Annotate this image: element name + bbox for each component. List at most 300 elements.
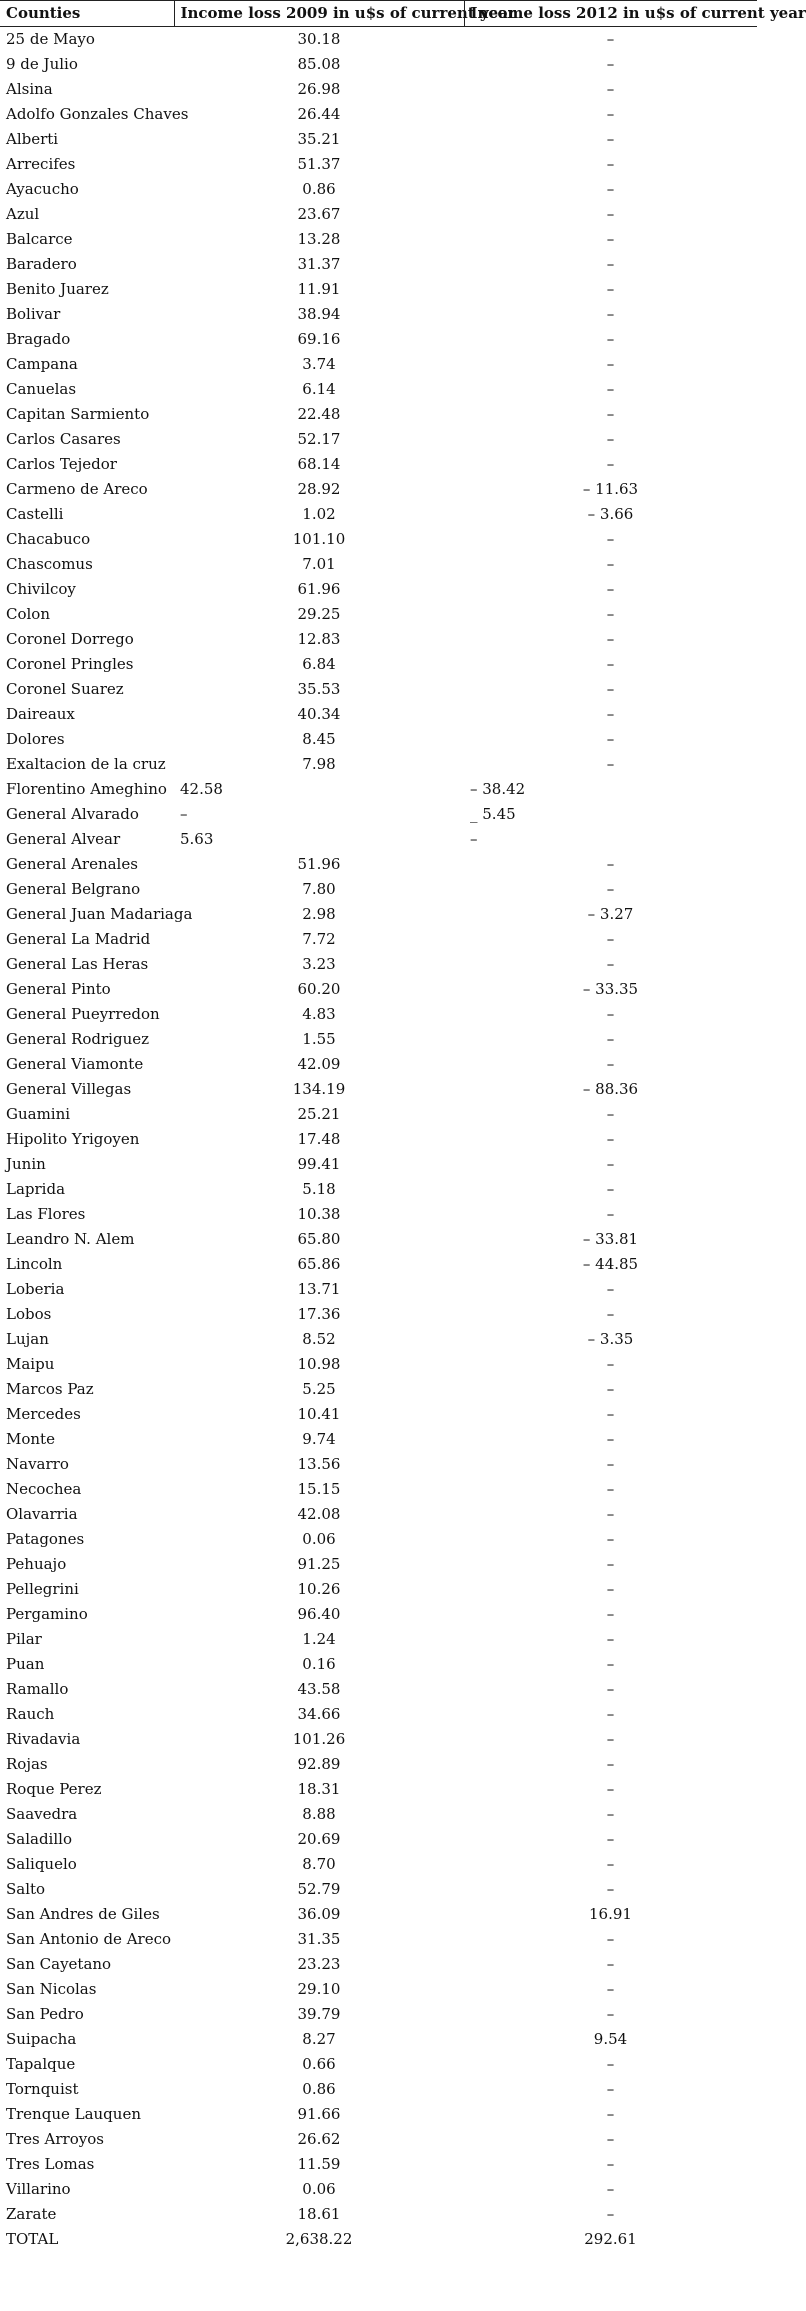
table-row (0, 1152, 757, 1177)
income-loss-2009-cell: 8.52 (302, 1330, 336, 1348)
income-loss-2012-cell: – (606, 430, 615, 448)
income-loss-2012-cell: – (606, 1055, 615, 1073)
county-cell: Puan (6, 1655, 45, 1673)
income-loss-2009-cell: 85.08 (297, 55, 341, 73)
income-loss-2012-cell: – (606, 1755, 615, 1773)
income-loss-2012-cell: – (606, 380, 615, 398)
income-loss-2012-cell: – (606, 1530, 615, 1548)
income-loss-2012-cell: – (606, 755, 615, 773)
county-cell: Colon (6, 605, 50, 623)
county-cell: Coronel Pringles (6, 655, 134, 673)
income-loss-2012-cell: – (606, 1105, 615, 1123)
table-row (0, 602, 757, 627)
table-row (0, 802, 757, 827)
county-cell: Tapalque (6, 2055, 76, 2073)
table-row (0, 1377, 757, 1402)
income-loss-2012-cell: – 3.35 (587, 1330, 634, 1348)
table-row (0, 1452, 757, 1477)
table-row (0, 1477, 757, 1502)
income-loss-2009-cell: 42.09 (297, 1055, 341, 1073)
table-row (0, 1652, 757, 1677)
county-cell: Capitan Sarmiento (6, 405, 150, 423)
county-cell: Daireaux (6, 705, 75, 723)
county-cell: Canuelas (6, 380, 77, 398)
income-loss-2012-cell: – (606, 2005, 615, 2023)
county-cell: TOTAL (6, 2230, 59, 2248)
income-loss-2009-cell: 9.74 (302, 1430, 336, 1448)
county-cell: General Pinto (6, 980, 111, 998)
income-loss-2009-cell: 18.31 (297, 1780, 341, 1798)
income-loss-2009-cell: 13.71 (297, 1280, 341, 1298)
county-cell: Trenque Lauquen (6, 2105, 141, 2123)
income-loss-2009-cell: 91.66 (297, 2105, 341, 2123)
table-row (0, 552, 757, 577)
income-loss-2009-cell: 35.21 (297, 130, 341, 148)
table-row (0, 952, 757, 977)
income-loss-2009-cell: 17.36 (297, 1305, 341, 1323)
county-cell: Florentino Ameghino (6, 780, 167, 798)
table-row (0, 727, 757, 752)
table-row (0, 1527, 757, 1552)
income-loss-2012-cell: 16.91 (589, 1905, 632, 1923)
county-cell: General Pueyrredon (6, 1005, 160, 1023)
income-loss-2009-cell: 10.38 (297, 1205, 341, 1223)
county-cell: Lobos (6, 1305, 52, 1323)
income-loss-2009-cell: 7.01 (302, 555, 336, 573)
table-row (0, 1752, 757, 1777)
income-loss-2012-cell: – (606, 1280, 615, 1298)
table-row (0, 902, 757, 927)
table-row (0, 402, 757, 427)
income-loss-2009-cell: 15.15 (297, 1480, 341, 1498)
county-cell: Saavedra (6, 1805, 78, 1823)
table-row (0, 1602, 757, 1627)
table-row (0, 352, 757, 377)
table-row (0, 702, 757, 727)
income-loss-2009-cell: 6.14 (302, 380, 336, 398)
table-row (0, 527, 757, 552)
income-loss-2012-cell: – (606, 1030, 615, 1048)
table-row (0, 1102, 757, 1127)
income-loss-2012-cell: – (606, 1880, 615, 1898)
income-loss-2012-cell: – (606, 1180, 615, 1198)
income-loss-2012-cell: – (606, 1455, 615, 1473)
header-counties: Counties (0, 1, 174, 27)
county-cell: Campana (6, 355, 78, 373)
income-loss-2009-cell: 1.24 (302, 1630, 336, 1648)
income-loss-2012-cell: – (606, 1805, 615, 1823)
income-loss-2012-cell: – (606, 1005, 615, 1023)
county-cell: Leandro N. Alem (6, 1230, 135, 1248)
income-loss-2009-cell: 26.44 (297, 105, 341, 123)
income-loss-2009-cell: 38.94 (297, 305, 341, 323)
income-loss-2009-cell: 8.70 (302, 1855, 336, 1873)
income-loss-2009-cell: 69.16 (297, 330, 341, 348)
income-loss-2012-cell: – (606, 1830, 615, 1848)
table-row (0, 1502, 757, 1527)
header-income-loss-2012: Income loss 2012 in u$s of current year (464, 1, 757, 27)
income-loss-2012-cell: – (606, 730, 615, 748)
table-row (0, 1852, 757, 1877)
income-loss-2012-cell: – (606, 30, 615, 48)
table-row (0, 1927, 757, 1952)
income-loss-2009-cell: 20.69 (297, 1830, 341, 1848)
income-loss-2009-cell: 11.91 (297, 280, 341, 298)
table-row (0, 2152, 757, 2177)
income-loss-2009-cell: 40.34 (297, 705, 341, 723)
income-loss-2012-cell: – (606, 2055, 615, 2073)
income-loss-2009-cell: 5.18 (302, 1180, 336, 1198)
income-loss-2012-cell: – (606, 1305, 615, 1323)
income-loss-2012-cell: – (606, 130, 615, 148)
county-cell: General Alvear (6, 830, 121, 848)
table-body (0, 27, 757, 2253)
income-loss-2009-cell: 4.83 (302, 1005, 336, 1023)
county-cell: Carlos Casares (6, 430, 121, 448)
county-cell: General Arenales (6, 855, 138, 873)
table-row (0, 277, 757, 302)
table-row (0, 1727, 757, 1752)
income-loss-2009-cell: 42.58 (180, 780, 223, 798)
income-loss-2012-cell: – (606, 155, 615, 173)
county-cell: Saliquelo (6, 1855, 77, 1873)
county-cell: Alsina (6, 80, 53, 98)
income-loss-2012-cell: – 33.35 (582, 980, 639, 998)
table-row (0, 452, 757, 477)
income-loss-2012-cell: – (606, 1605, 615, 1623)
income-loss-2012-cell: – (606, 1680, 615, 1698)
income-loss-2009-cell: 61.96 (297, 580, 341, 598)
income-loss-2012-cell: – 38.42 (470, 780, 526, 798)
income-loss-2009-cell: 36.09 (297, 1905, 341, 1923)
county-cell: Alberti (6, 130, 59, 148)
income-loss-2009-cell: 39.79 (297, 2005, 341, 2023)
table-row (0, 852, 757, 877)
income-loss-2012-cell: – (606, 655, 615, 673)
income-loss-2012-cell: – 11.63 (582, 480, 639, 498)
county-cell: Bolivar (6, 305, 61, 323)
county-cell: Necochea (6, 1480, 82, 1498)
county-cell: Tres Arroyos (6, 2130, 104, 2148)
income-loss-2009-cell: 7.98 (302, 755, 336, 773)
table-row (0, 127, 757, 152)
county-cell: General Viamonte (6, 1055, 144, 1073)
county-cell: Villarino (6, 2180, 71, 2198)
county-cell: Patagones (6, 1530, 85, 1548)
income-loss-2012-cell: – (606, 230, 615, 248)
income-loss-2012-cell: – (606, 1480, 615, 1498)
table-row (0, 1277, 757, 1302)
county-cell: General Las Heras (6, 955, 149, 973)
table-row (0, 752, 757, 777)
income-loss-2012-cell: – (606, 555, 615, 573)
table-row (0, 2002, 757, 2027)
table-row (0, 502, 757, 527)
table-row (0, 1127, 757, 1152)
income-loss-2012-cell: – 33.81 (582, 1230, 639, 1248)
income-loss-2009-cell: 13.28 (297, 230, 341, 248)
income-loss-2009-cell: 0.06 (302, 2180, 336, 2198)
county-cell: Dolores (6, 730, 65, 748)
county-cell: General Alvarado (6, 805, 139, 823)
income-loss-2012-cell: – (606, 2155, 615, 2173)
county-cell: Coronel Dorrego (6, 630, 134, 648)
income-loss-2012-cell: – (606, 1505, 615, 1523)
county-cell: General La Madrid (6, 930, 151, 948)
income-loss-2012-cell: – (606, 1155, 615, 1173)
county-cell: Las Flores (6, 1205, 86, 1223)
income-loss-2012-cell: – (606, 1855, 615, 1873)
income-loss-2009-cell: 12.83 (297, 630, 341, 648)
header-income-loss-2009: Income loss 2009 in u$s of current year (174, 1, 464, 27)
county-cell: Chacabuco (6, 530, 91, 548)
table-row (0, 1902, 757, 1927)
income-loss-2012-cell: 9.54 (593, 2030, 628, 2048)
income-loss-2012-cell: – (606, 1555, 615, 1573)
income-loss-2012-cell: – 3.27 (587, 905, 634, 923)
income-loss-2009-cell: 5.25 (302, 1380, 336, 1398)
table-row (0, 1827, 757, 1852)
table-row (0, 302, 757, 327)
income-loss-2012-cell: – (606, 1430, 615, 1448)
income-loss-2009-cell: 35.53 (297, 680, 341, 698)
income-loss-2012-cell: – (606, 2180, 615, 2198)
income-loss-2009-cell: 42.08 (297, 1505, 341, 1523)
income-loss-2012-cell: – (606, 1205, 615, 1223)
income-loss-2009-cell: 18.61 (297, 2205, 341, 2223)
income-loss-2012-cell: – (606, 2205, 615, 2223)
table-row (0, 577, 757, 602)
county-cell: Castelli (6, 505, 64, 523)
income-loss-2009-cell: 8.27 (302, 2030, 336, 2048)
table-row (0, 427, 757, 452)
income-loss-2012-cell: – (606, 1930, 615, 1948)
income-loss-2012-cell: – (606, 1955, 615, 1973)
county-cell: Maipu (6, 1355, 55, 1373)
income-loss-2012-cell: – (470, 830, 478, 848)
county-cell: Saladillo (6, 1830, 72, 1848)
table-row (0, 1427, 757, 1452)
income-loss-2009-cell: 6.84 (302, 655, 336, 673)
income-loss-2009-cell: 60.20 (297, 980, 341, 998)
income-loss-2012-cell: – (606, 330, 615, 348)
income-loss-2009-cell: 29.10 (297, 1980, 341, 1998)
county-cell: Guamini (6, 1105, 71, 1123)
table-row (0, 177, 757, 202)
table-row (0, 1677, 757, 1702)
income-loss-2009-cell: 26.62 (297, 2130, 341, 2148)
income-loss-2012-cell: – (606, 2105, 615, 2123)
income-loss-2009-cell: 31.35 (297, 1930, 341, 1948)
table-row (0, 2027, 757, 2052)
table-row (0, 1402, 757, 1427)
table-row (0, 1327, 757, 1352)
income-loss-2012-cell: – (606, 855, 615, 873)
table-row (0, 2127, 757, 2152)
income-loss-2009-cell: 65.86 (297, 1255, 341, 1273)
table-row (0, 1302, 757, 1327)
income-loss-2009-cell: 29.25 (297, 605, 341, 623)
income-loss-2009-cell: 3.23 (302, 955, 336, 973)
income-loss-2009-cell: 22.48 (297, 405, 341, 423)
county-cell: Pellegrini (6, 1580, 79, 1598)
income-loss-2009-cell: 0.06 (302, 1530, 336, 1548)
income-loss-2009-cell: 43.58 (297, 1680, 341, 1698)
table-row (0, 1552, 757, 1577)
income-loss-2012-cell: – (606, 1705, 615, 1723)
income-loss-2012-cell: – (606, 580, 615, 598)
county-cell: Olavarria (6, 1505, 78, 1523)
county-cell: 25 de Mayo (6, 30, 95, 48)
income-loss-2009-cell: 52.79 (297, 1880, 341, 1898)
county-cell: San Pedro (6, 2005, 84, 2023)
county-cell: General Villegas (6, 1080, 132, 1098)
income-loss-2009-cell: 52.17 (297, 430, 341, 448)
county-cell: Arrecifes (6, 155, 76, 173)
income-loss-2012-cell: – (606, 1730, 615, 1748)
income-loss-2009-cell: 65.80 (297, 1230, 341, 1248)
table-row (0, 677, 757, 702)
county-cell: General Belgrano (6, 880, 141, 898)
county-cell: Rojas (6, 1755, 48, 1773)
income-loss-2009-cell: – (180, 805, 188, 823)
income-loss-2009-cell: 25.21 (297, 1105, 341, 1123)
income-loss-2009-cell: 101.26 (292, 1730, 346, 1748)
income-loss-2009-cell: 5.63 (180, 830, 214, 848)
income-loss-2012-cell: – (606, 205, 615, 223)
table-row (0, 52, 757, 77)
income-loss-2009-cell: 31.37 (297, 255, 341, 273)
county-cell: Roque Perez (6, 1780, 102, 1798)
income-loss-2009-cell: 0.86 (302, 2080, 336, 2098)
income-loss-2012-cell: – (606, 2080, 615, 2098)
county-cell: General Rodriguez (6, 1030, 150, 1048)
county-cell: Lujan (6, 1330, 49, 1348)
county-cell: 9 de Julio (6, 55, 78, 73)
income-loss-2012-cell: – (606, 55, 615, 73)
income-loss-2009-cell: 30.18 (297, 30, 341, 48)
county-cell: Rivadavia (6, 1730, 81, 1748)
county-cell: Adolfo Gonzales Chaves (6, 105, 189, 123)
table-row (0, 1052, 757, 1077)
county-cell: Tornquist (6, 2080, 79, 2098)
income-loss-2009-cell: 0.66 (302, 2055, 336, 2073)
income-loss-2012-cell: – (606, 355, 615, 373)
county-cell: Coronel Suarez (6, 680, 124, 698)
county-cell: San Cayetano (6, 1955, 112, 1973)
county-cell: Lincoln (6, 1255, 63, 1273)
income-loss-2009-cell: 13.56 (297, 1455, 341, 1473)
income-loss-2012-cell: – (606, 1630, 615, 1648)
income-loss-2012-cell: – 3.66 (587, 505, 634, 523)
county-cell: Azul (6, 205, 40, 223)
income-loss-2009-cell: 23.23 (297, 1955, 341, 1973)
income-loss-2012-cell: _ 5.45 (470, 805, 516, 823)
county-cell: Junin (6, 1155, 46, 1173)
county-cell: Exaltacion de la cruz (6, 755, 166, 773)
income-loss-2012-cell: – (606, 1655, 615, 1673)
income-loss-2012-cell: – (606, 1405, 615, 1423)
income-loss-2012-cell: – (606, 455, 615, 473)
income-loss-2009-cell: 51.37 (297, 155, 341, 173)
county-cell: Chivilcoy (6, 580, 76, 598)
county-cell: Loberia (6, 1280, 65, 1298)
total-row (0, 2227, 757, 2252)
income-loss-2012-cell: – (606, 80, 615, 98)
table-row (0, 1002, 757, 1027)
header-row (0, 1, 757, 27)
income-loss-2012-cell: 292.61 (584, 2230, 637, 2248)
table-row (0, 152, 757, 177)
table-row (0, 1977, 757, 2002)
county-cell: Pergamino (6, 1605, 88, 1623)
table-row (0, 1027, 757, 1052)
income-loss-2012-cell: – (606, 105, 615, 123)
income-loss-2009-cell: 99.41 (297, 1155, 341, 1173)
county-cell: Ayacucho (6, 180, 79, 198)
income-loss-2009-cell: 8.88 (302, 1805, 336, 1823)
table-row (0, 2102, 757, 2127)
income-loss-2009-cell: 0.86 (302, 180, 336, 198)
county-cell: San Nicolas (6, 1980, 97, 1998)
income-loss-2009-cell: 17.48 (297, 1130, 341, 1148)
income-loss-2009-cell: 10.41 (297, 1405, 341, 1423)
income-loss-2009-cell: 1.55 (302, 1030, 336, 1048)
county-cell: Navarro (6, 1455, 69, 1473)
county-cell: Mercedes (6, 1405, 81, 1423)
income-loss-2012-cell: – (606, 1380, 615, 1398)
table-row (0, 1577, 757, 1602)
county-cell: Carlos Tejedor (6, 455, 117, 473)
income-loss-2012-cell: – (606, 1580, 615, 1598)
county-cell: Ramallo (6, 1680, 69, 1698)
income-loss-2012-cell: – (606, 2130, 615, 2148)
income-loss-2012-cell: – (606, 405, 615, 423)
income-loss-2009-cell: 11.59 (297, 2155, 341, 2173)
income-loss-2009-cell: 0.16 (302, 1655, 336, 1673)
table-row (0, 327, 757, 352)
income-loss-2009-cell: 134.19 (292, 1080, 346, 1098)
table-row (0, 2052, 757, 2077)
county-cell: Rauch (6, 1705, 55, 1723)
income-loss-2009-cell: 34.66 (297, 1705, 341, 1723)
table-row (0, 2177, 757, 2202)
income-loss-2012-cell: – 88.36 (582, 1080, 639, 1098)
income-loss-2012-cell: – (606, 930, 615, 948)
income-loss-2012-cell: – (606, 880, 615, 898)
income-loss-2009-cell: 92.89 (297, 1755, 341, 1773)
income-loss-2009-cell: 23.67 (297, 205, 341, 223)
county-cell: Pehuajo (6, 1555, 67, 1573)
income-loss-2009-cell: 101.10 (292, 530, 346, 548)
county-cell: Suipacha (6, 2030, 77, 2048)
table-row (0, 252, 757, 277)
income-loss-2009-cell: 91.25 (297, 1555, 341, 1573)
table-row (0, 2077, 757, 2102)
income-loss-2012-cell: – (606, 1130, 615, 1148)
table-row (0, 202, 757, 227)
income-loss-2009-cell: 2,638.22 (285, 2230, 353, 2248)
table-row (0, 1252, 757, 1277)
county-cell: Zarate (6, 2205, 57, 2223)
table-row (0, 1177, 757, 1202)
table-row (0, 477, 757, 502)
income-loss-2009-cell: 26.98 (297, 80, 341, 98)
income-loss-2009-cell: 2.98 (302, 905, 336, 923)
table-row (0, 227, 757, 252)
table-row (0, 102, 757, 127)
table-row (0, 77, 757, 102)
